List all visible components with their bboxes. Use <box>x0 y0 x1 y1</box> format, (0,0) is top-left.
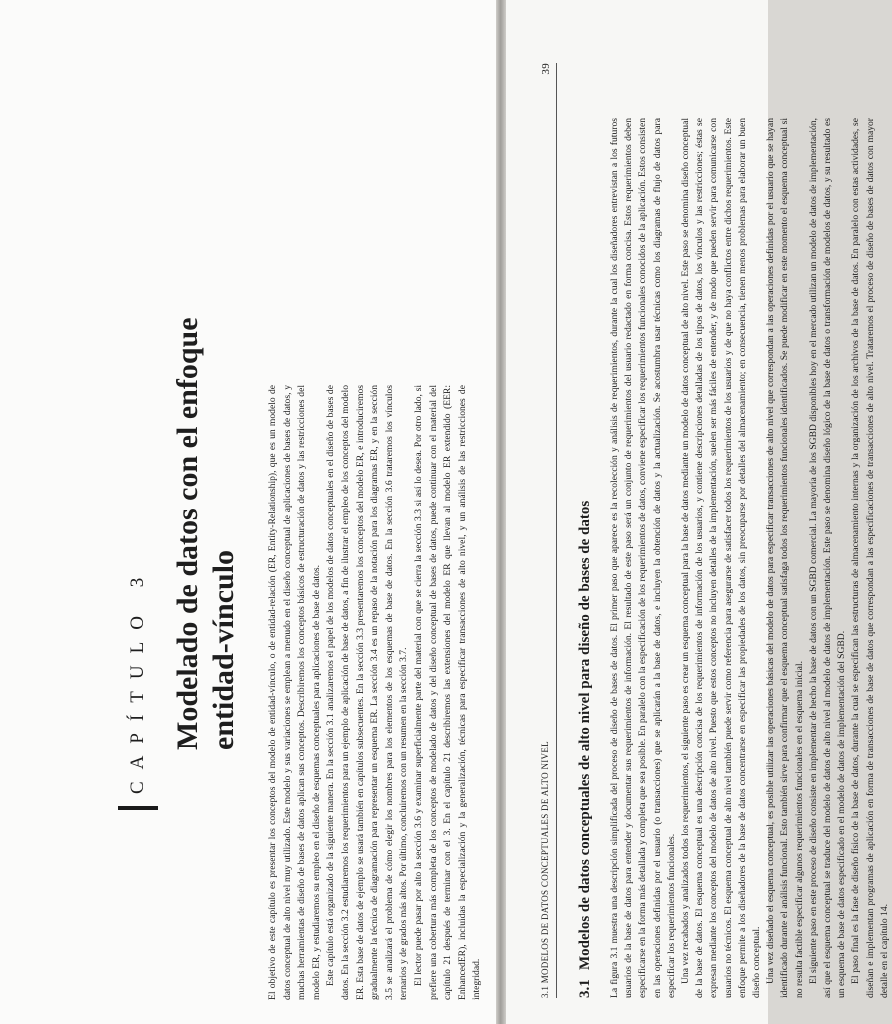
chapter-rule <box>118 806 158 810</box>
section-body <box>608 118 892 998</box>
section-paragraph: Una vez recabados y analizados todos los requerimientos, el siguiente paso es crear un esquema conceptual para la base de datos mediante un modelo de datos conceptual de alto nivel. Este paso se denomina diseño conceptual de la base de datos. El esquema conceptual es una descripción concisa de los requerimientos de información de los usuarios, y contiene descripciones detalladas de los tipos de datos, los vínculos y las restricciones; éstas se expresan mediante los conceptos del modelo de datos de alto nivel. Puesto que estos conceptos no incluyen detalles de la implementación, suelen ser más fáciles de entender, y de modo que pueden servir para comunicarse con usuarios no técnicos. El esquema conceptual de alto nivel también puede servir como referencia para asegurarse de satisfacer todos los requerimientos de los usuarios y de que no haya conflictos entre dichos requerimientos. Este enfoque permite a los diseñadores de la base de datos concentrarse en especificar las propiedades de los datos, sin preocuparse por detalles del almacenamiento; en consecuencia, tienen menos problemas para elaborar un buen diseño conceptual. <box>680 118 763 998</box>
section-heading <box>577 63 594 998</box>
running-head-title: 3.1 MODELOS DE DATOS CONCEPTUALES DE ALTO NIVEL <box>540 741 550 998</box>
chapter-label: CAPÍTULO 3 <box>127 565 148 794</box>
section-title: Modelos de datos conceptuales de alto nivel para diseño de bases de datos <box>577 500 593 970</box>
chapter-opening <box>118 120 483 1010</box>
chapter-title: Modelado de datos con el enfoque entidad-vínculo <box>171 317 240 750</box>
chapter-paragraph: Este capítulo está organizado de la siguiente manera. En la sección 3.1 analizaremos el papel de los modelos de datos conceptuales en el diseño de bases de datos. En la sección 3.2 estudiaremos los requerimientos para un ejemplo de aplicación de base de datos, a fin de ilustrar el empleo de los conceptos del modelo ER. Esta base de datos de ejemplo se usará también en capítulos subsecuentes. En la sección 3.3 presentaremos los conceptos del modelo ER, e introduciremos gradualmente la técnica de diagramación para representar un esquema ER. La sección 3.4 es un repaso de la notación para los diagramas ER, y en la sección 3.5 se analizará el problema de cómo elegir los nombres para los elementos de los esquemas de base de datos. En la sección 3.6 trataremos los vínculos ternarios y de grados más altos. Por último, concluiremos con un resumen en la sección 3.7. <box>325 385 410 1000</box>
chapter-heading <box>118 120 158 810</box>
chapter-paragraph: El lector puede pasar por alto la sección 3.6 y examinar superficialmente parte del material con que se cierra la sección 3.3 si así lo desea. Por otro lado, si prefiere una cobertura más completa de los conceptos de modelado de datos y del diseño conceptual de bases de datos, puede continuar con el material del capítulo 21 después de terminar con el 3. En el capítulo 21 describiremos las extensiones del modelo ER que llevan al modelo ER extendido (EER: EnhancedER), incluidas la especialización y la generalización, técnicas para especificar transacciones de alto nivel, y un análisis de las restricciones de integridad. <box>412 385 483 1000</box>
section-paragraph: Una vez diseñado el esquema conceptual, es posible utilizar las operaciones básicas del modelo de datos para especificar transacciones de alto nivel que correspondan a las operaciones definidas por el usuario que se hayan identificado durante el análisis funcional. Esto también sirve para confirmar que el esquema conceptual satisfaga todos los requerimientos funcionales identificados. Se puede modificar en este momento el esquema conceptual si no resulta factible especificar algunos requerimientos funcionales en el esquema inicial. <box>765 118 805 998</box>
running-head <box>540 63 557 998</box>
section-number: 3.1 <box>577 979 593 998</box>
section-page <box>540 63 890 998</box>
chapter-body <box>266 385 485 1000</box>
page-number: 39 <box>540 63 552 75</box>
section-paragraph: El siguiente paso en este proceso de diseño consiste en implementar de hecho la base de datos con un SGBD comercial. La mayoría de los SGBD disponibles hoy en el mercado utilizan un modelo de datos de implementación, así que el esquema conceptual se traduce del modelo de datos de alto nivel al modelo de datos de implementación. Este paso se denomina diseño lógico de la base de datos o transformación de modelos de datos, y su resultado es un esquema de base de datos especificado en el modelo de datos de implementación del SGBD. <box>807 118 848 998</box>
chapter-paragraph: El objetivo de este capítulo es presentar los conceptos del modelo de entidad-vínculo, o de entidad-relación (ER, Entity-Relationship), que es un modelo de datos conceptual de alto nivel muy utilizado. Este modelo y sus variaciones se emplean a menudo en el diseño conceptual de aplicaciones de bases de datos, y muchas herramientas de diseño de bases de datos aplican sus conceptos. Describiremos los conceptos básicos de estructuración de datos y las restricciones del modelo ER, y estudiaremos su empleo en el diseño de esquemas conceptuales para aplicaciones de base de datos. <box>267 385 322 1000</box>
section-paragraph: El paso final es la fase de diseño físico de la base de datos, durante la cual se especifican las estructuras de almacenamiento internas y la organización de los archivos de la base de datos. En paralelo con estas actividades, se diseñan e implementan programas de aplicación en forma de transacciones de base de datos que correspondan a las especificaciones de transacciones de alto nivel. Trataremos el proceso de diseño de bases de datos con mayor detalle en el capítulo 14. <box>850 118 890 998</box>
book-gutter <box>496 0 506 1024</box>
section-paragraph: La figura 3.1 muestra una descripción simplificada del proceso de diseño de bases de datos. El primer paso que aparece es la recolección y análisis de requerimientos, durante la cual los diseñadores entrevistan a los futuros usuarios de la base de datos para entender y documentar sus requerimientos de información. El resultado de este paso será un conjunto de requerimientos del usuario redactado en forma concisa. Estos requerimientos deben especificarse en la forma más detallada y completa que sea posible. En paralelo con la especificación de los requerimientos de datos, conviene especificar los requerimientos funcionales conocidos de la aplicación. Estos consisten en las operaciones definidas por el usuario (o transacciones) que se aplicarán a la base de datos, e incluyen la obtención de datos y la actualización. Se acostumbra usar técnicas como los diagramas de flujo de datos para especificar los requerimientos funcionales. <box>609 118 677 998</box>
